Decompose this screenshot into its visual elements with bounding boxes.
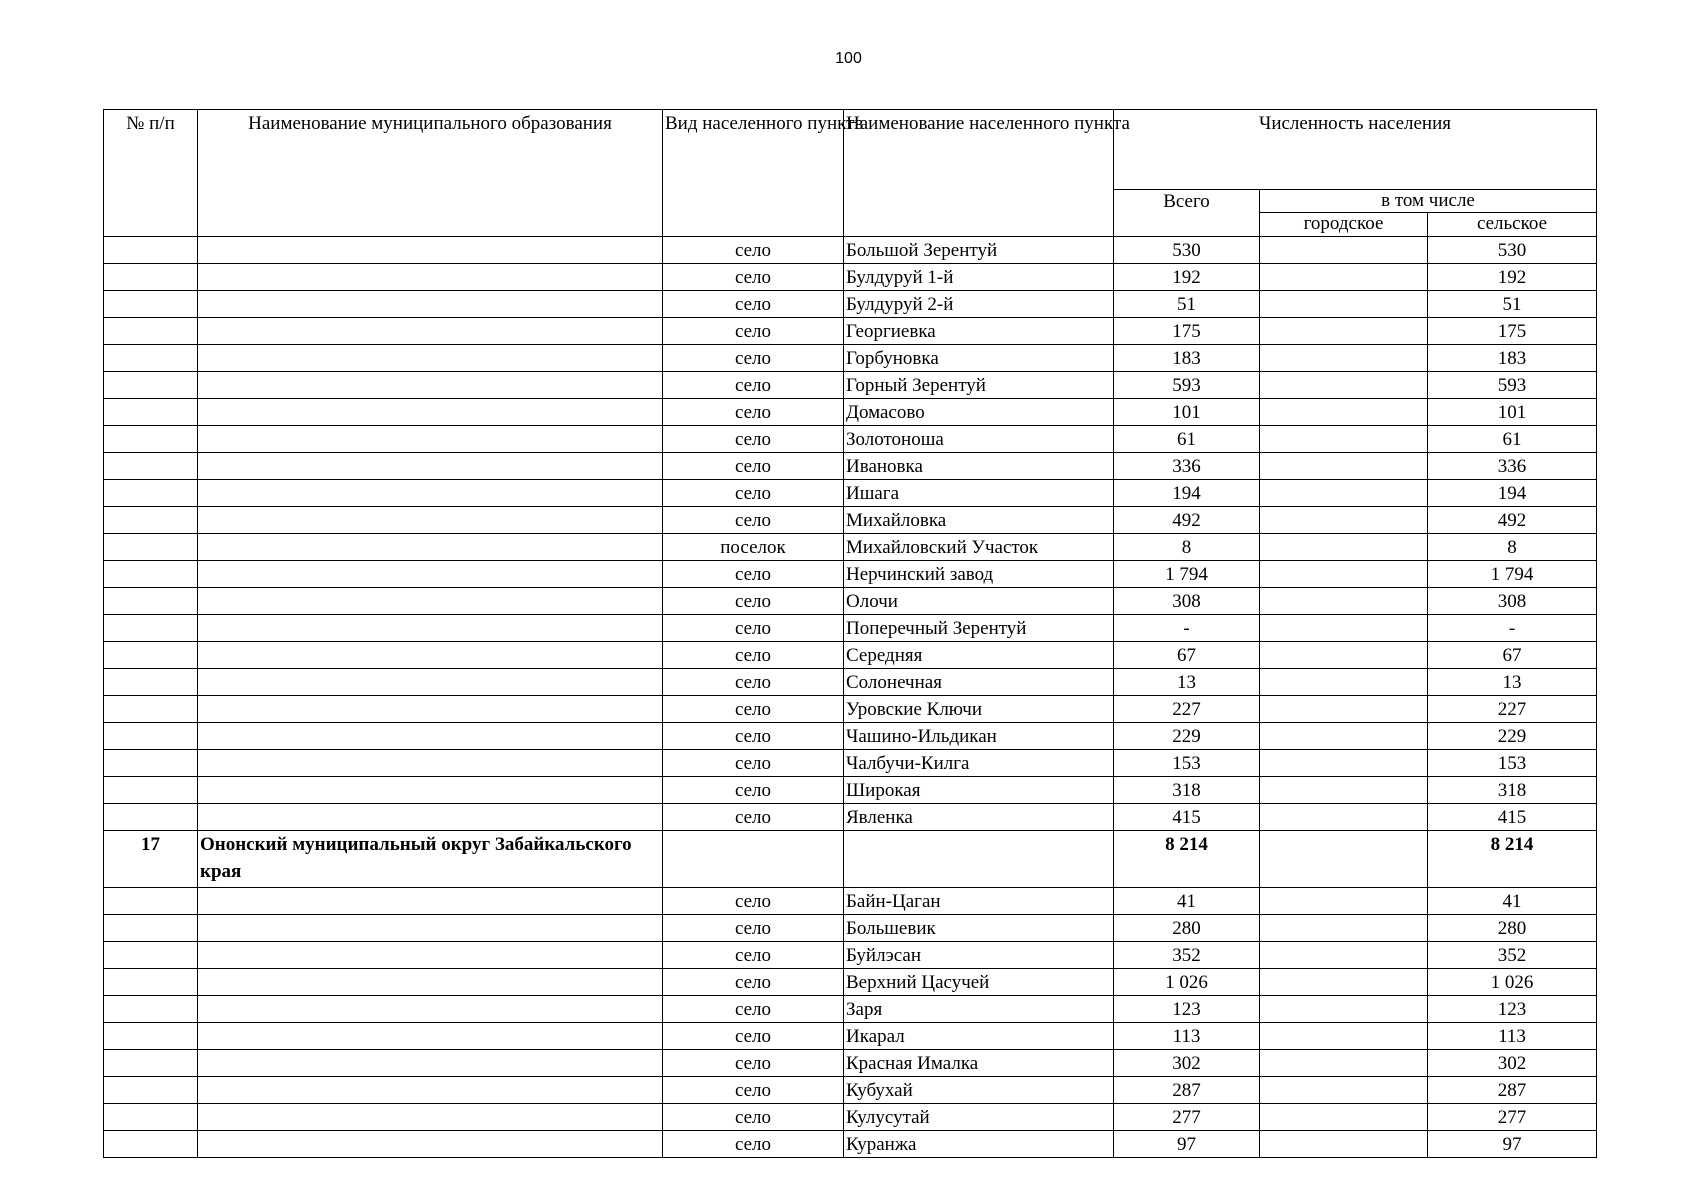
table-row xyxy=(104,723,1597,750)
cell-type: село xyxy=(663,615,844,642)
cell-total: 352 xyxy=(1114,942,1260,969)
cell-rural: 277 xyxy=(1428,1104,1597,1131)
cell-num xyxy=(104,750,198,777)
cell-total: 183 xyxy=(1114,345,1260,372)
cell-urban xyxy=(1260,969,1428,996)
cell-total: 123 xyxy=(1114,996,1260,1023)
table-row xyxy=(104,453,1597,480)
cell-settlement: Георгиевка xyxy=(844,318,1114,345)
cell-total: 415 xyxy=(1114,804,1260,831)
cell-settlement: Икарал xyxy=(844,1023,1114,1050)
cell-rural: 8 xyxy=(1428,534,1597,561)
cell-urban xyxy=(1260,804,1428,831)
cell-settlement: Олочи xyxy=(844,588,1114,615)
cell-total: 318 xyxy=(1114,777,1260,804)
cell-total: 51 xyxy=(1114,291,1260,318)
cell-total: 593 xyxy=(1114,372,1260,399)
cell-num xyxy=(104,561,198,588)
cell-settlement: Михайловский Участок xyxy=(844,534,1114,561)
cell-type: село xyxy=(663,723,844,750)
cell-settlement: Буйлэсан xyxy=(844,942,1114,969)
cell-settlement: Широкая xyxy=(844,777,1114,804)
cell-type: село xyxy=(663,318,844,345)
cell-settlement: Уровские Ключи xyxy=(844,696,1114,723)
cell-mo-name xyxy=(198,1023,663,1050)
cell-total: 192 xyxy=(1114,264,1260,291)
cell-rural: 8 214 xyxy=(1428,831,1597,888)
cell-type: поселок xyxy=(663,534,844,561)
cell-num xyxy=(104,1077,198,1104)
cell-total: 336 xyxy=(1114,453,1260,480)
cell-num xyxy=(104,915,198,942)
cell-urban xyxy=(1260,1050,1428,1077)
cell-num xyxy=(104,942,198,969)
cell-type: село xyxy=(663,588,844,615)
cell-urban xyxy=(1260,1104,1428,1131)
cell-settlement: Чашино-Ильдикан xyxy=(844,723,1114,750)
table-row xyxy=(104,996,1597,1023)
table-row xyxy=(104,888,1597,915)
cell-mo-name xyxy=(198,615,663,642)
cell-settlement: Байн-Цаган xyxy=(844,888,1114,915)
cell-rural: 530 xyxy=(1428,237,1597,264)
table-row xyxy=(104,915,1597,942)
cell-num xyxy=(104,642,198,669)
cell-type: село xyxy=(663,426,844,453)
cell-num xyxy=(104,480,198,507)
cell-type: село xyxy=(663,804,844,831)
header-population: Численность населения xyxy=(1114,110,1597,190)
cell-urban xyxy=(1260,534,1428,561)
table-row xyxy=(104,1131,1597,1158)
cell-mo-name xyxy=(198,1104,663,1131)
cell-type: село xyxy=(663,1104,844,1131)
cell-num xyxy=(104,888,198,915)
cell-rural: 175 xyxy=(1428,318,1597,345)
cell-rural: 415 xyxy=(1428,804,1597,831)
table-row xyxy=(104,696,1597,723)
page-number: 100 xyxy=(835,50,862,67)
cell-settlement: Кубухай xyxy=(844,1077,1114,1104)
cell-mo-name xyxy=(198,399,663,426)
cell-total: 308 xyxy=(1114,588,1260,615)
cell-total: 280 xyxy=(1114,915,1260,942)
cell-total: 1 026 xyxy=(1114,969,1260,996)
table-row xyxy=(104,1104,1597,1131)
header-settlement: Наименование населенного пункта xyxy=(844,110,1114,237)
cell-type: село xyxy=(663,237,844,264)
cell-mo-name xyxy=(198,237,663,264)
table-row xyxy=(104,804,1597,831)
cell-rural: 336 xyxy=(1428,453,1597,480)
cell-total: 101 xyxy=(1114,399,1260,426)
cell-rural: 302 xyxy=(1428,1050,1597,1077)
cell-urban xyxy=(1260,1131,1428,1158)
cell-settlement: Горбуновка xyxy=(844,345,1114,372)
cell-num xyxy=(104,264,198,291)
cell-total: 194 xyxy=(1114,480,1260,507)
cell-num xyxy=(104,777,198,804)
table-row xyxy=(104,642,1597,669)
cell-num xyxy=(104,399,198,426)
cell-type: село xyxy=(663,915,844,942)
cell-settlement: Домасово xyxy=(844,399,1114,426)
cell-mo-name xyxy=(198,588,663,615)
cell-rural: 492 xyxy=(1428,507,1597,534)
cell-num xyxy=(104,237,198,264)
cell-total: 61 xyxy=(1114,426,1260,453)
cell-type: село xyxy=(663,1050,844,1077)
cell-type: село xyxy=(663,399,844,426)
cell-settlement: Явленка xyxy=(844,804,1114,831)
cell-mo-name xyxy=(198,426,663,453)
cell-urban xyxy=(1260,426,1428,453)
cell-mo-name xyxy=(198,915,663,942)
table-row xyxy=(104,399,1597,426)
cell-mo-name xyxy=(198,318,663,345)
header-type: Вид населенного пунктв xyxy=(663,110,844,237)
header-including: в том числе xyxy=(1260,190,1597,213)
table-row xyxy=(104,1023,1597,1050)
cell-settlement: Большой Зерентуй xyxy=(844,237,1114,264)
cell-num xyxy=(104,345,198,372)
cell-total: 1 794 xyxy=(1114,561,1260,588)
cell-settlement: Кулусутай xyxy=(844,1104,1114,1131)
cell-type: село xyxy=(663,453,844,480)
cell-mo-name xyxy=(198,507,663,534)
cell-rural: 192 xyxy=(1428,264,1597,291)
cell-settlement: Куранжа xyxy=(844,1131,1114,1158)
cell-settlement: Середняя xyxy=(844,642,1114,669)
cell-num xyxy=(104,1050,198,1077)
header-urban: городское xyxy=(1260,213,1428,237)
cell-urban xyxy=(1260,615,1428,642)
cell-type: село xyxy=(663,1131,844,1158)
cell-rural: 61 xyxy=(1428,426,1597,453)
cell-settlement: Михайловка xyxy=(844,507,1114,534)
cell-urban xyxy=(1260,399,1428,426)
cell-urban xyxy=(1260,1077,1428,1104)
population-table xyxy=(103,109,1597,1158)
cell-settlement: Красная Ималка xyxy=(844,1050,1114,1077)
cell-type: село xyxy=(663,1077,844,1104)
table-row xyxy=(104,750,1597,777)
cell-total: 229 xyxy=(1114,723,1260,750)
cell-total: 8 xyxy=(1114,534,1260,561)
cell-rural: 41 xyxy=(1428,888,1597,915)
cell-settlement: Ивановка xyxy=(844,453,1114,480)
table-body xyxy=(104,237,1597,1158)
cell-type: село xyxy=(663,291,844,318)
cell-rural: - xyxy=(1428,615,1597,642)
cell-rural: 229 xyxy=(1428,723,1597,750)
cell-num xyxy=(104,1023,198,1050)
cell-total: 227 xyxy=(1114,696,1260,723)
table-row xyxy=(104,831,1597,888)
cell-urban xyxy=(1260,237,1428,264)
cell-settlement: Горный Зерентуй xyxy=(844,372,1114,399)
cell-rural: 308 xyxy=(1428,588,1597,615)
cell-total: 67 xyxy=(1114,642,1260,669)
cell-urban xyxy=(1260,888,1428,915)
cell-settlement: Ишага xyxy=(844,480,1114,507)
cell-mo-name xyxy=(198,942,663,969)
cell-mo-name xyxy=(198,372,663,399)
table-row xyxy=(104,318,1597,345)
cell-settlement xyxy=(844,831,1114,888)
cell-total: 175 xyxy=(1114,318,1260,345)
cell-num xyxy=(104,1104,198,1131)
cell-settlement: Чалбучи-Килга xyxy=(844,750,1114,777)
cell-type: село xyxy=(663,507,844,534)
cell-mo-name xyxy=(198,453,663,480)
cell-rural: 51 xyxy=(1428,291,1597,318)
cell-type: село xyxy=(663,942,844,969)
table-row xyxy=(104,1077,1597,1104)
table-row xyxy=(104,426,1597,453)
cell-mo-name xyxy=(198,777,663,804)
table-row xyxy=(104,777,1597,804)
cell-mo-name xyxy=(198,723,663,750)
cell-mo-name xyxy=(198,291,663,318)
cell-rural: 113 xyxy=(1428,1023,1597,1050)
cell-urban xyxy=(1260,372,1428,399)
cell-urban xyxy=(1260,696,1428,723)
cell-settlement: Верхний Цасучей xyxy=(844,969,1114,996)
cell-mo-name xyxy=(198,969,663,996)
cell-settlement: Заря xyxy=(844,996,1114,1023)
table-row xyxy=(104,291,1597,318)
cell-total: 113 xyxy=(1114,1023,1260,1050)
cell-total: 97 xyxy=(1114,1131,1260,1158)
cell-rural: 97 xyxy=(1428,1131,1597,1158)
header-mo-name: Наименование муниципального образования xyxy=(198,110,663,237)
cell-total: 153 xyxy=(1114,750,1260,777)
cell-type: село xyxy=(663,888,844,915)
cell-num xyxy=(104,804,198,831)
cell-urban xyxy=(1260,345,1428,372)
cell-mo-name xyxy=(198,561,663,588)
cell-mo-name xyxy=(198,669,663,696)
cell-total: 277 xyxy=(1114,1104,1260,1131)
cell-total: 530 xyxy=(1114,237,1260,264)
cell-type: село xyxy=(663,642,844,669)
cell-rural: 1 026 xyxy=(1428,969,1597,996)
table-row xyxy=(104,372,1597,399)
header-total: Всего xyxy=(1114,190,1260,237)
cell-mo-name xyxy=(198,264,663,291)
cell-urban xyxy=(1260,480,1428,507)
cell-mo-name xyxy=(198,1131,663,1158)
cell-num xyxy=(104,426,198,453)
cell-settlement: Нерчинский завод xyxy=(844,561,1114,588)
cell-total: 492 xyxy=(1114,507,1260,534)
table-row xyxy=(104,588,1597,615)
cell-rural: 280 xyxy=(1428,915,1597,942)
cell-num xyxy=(104,615,198,642)
cell-mo-name: Ононский муниципальный округ Забайкальского края xyxy=(198,831,663,888)
table-row xyxy=(104,969,1597,996)
cell-rural: 183 xyxy=(1428,345,1597,372)
cell-mo-name xyxy=(198,345,663,372)
table-row xyxy=(104,1050,1597,1077)
cell-settlement: Солонечная xyxy=(844,669,1114,696)
cell-urban xyxy=(1260,996,1428,1023)
cell-num xyxy=(104,318,198,345)
cell-urban xyxy=(1260,291,1428,318)
cell-type: село xyxy=(663,969,844,996)
table-row xyxy=(104,507,1597,534)
cell-total: 302 xyxy=(1114,1050,1260,1077)
cell-type: село xyxy=(663,372,844,399)
cell-mo-name xyxy=(198,696,663,723)
cell-mo-name xyxy=(198,534,663,561)
cell-rural: 1 794 xyxy=(1428,561,1597,588)
cell-mo-name xyxy=(198,750,663,777)
cell-num xyxy=(104,696,198,723)
cell-num xyxy=(104,669,198,696)
cell-type xyxy=(663,831,844,888)
cell-type: село xyxy=(663,669,844,696)
table-row xyxy=(104,669,1597,696)
cell-num xyxy=(104,969,198,996)
cell-settlement: Булдуруй 2-й xyxy=(844,291,1114,318)
cell-mo-name xyxy=(198,996,663,1023)
cell-type: село xyxy=(663,1023,844,1050)
cell-settlement: Поперечный Зерентуй xyxy=(844,615,1114,642)
cell-urban xyxy=(1260,318,1428,345)
cell-mo-name xyxy=(198,1077,663,1104)
cell-urban xyxy=(1260,915,1428,942)
cell-num xyxy=(104,588,198,615)
cell-mo-name xyxy=(198,804,663,831)
header-num: № п/п xyxy=(104,110,198,237)
cell-total: - xyxy=(1114,615,1260,642)
cell-type: село xyxy=(663,480,844,507)
cell-urban xyxy=(1260,669,1428,696)
table-row xyxy=(104,534,1597,561)
table-row xyxy=(104,237,1597,264)
cell-settlement: Золотоноша xyxy=(844,426,1114,453)
cell-urban xyxy=(1260,750,1428,777)
cell-num xyxy=(104,453,198,480)
cell-type: село xyxy=(663,264,844,291)
cell-mo-name xyxy=(198,642,663,669)
cell-rural: 227 xyxy=(1428,696,1597,723)
table-row xyxy=(104,480,1597,507)
cell-rural: 13 xyxy=(1428,669,1597,696)
cell-type: село xyxy=(663,750,844,777)
cell-urban xyxy=(1260,1023,1428,1050)
cell-urban xyxy=(1260,777,1428,804)
cell-total: 41 xyxy=(1114,888,1260,915)
cell-num xyxy=(104,372,198,399)
cell-type: село xyxy=(663,345,844,372)
cell-rural: 194 xyxy=(1428,480,1597,507)
cell-urban xyxy=(1260,642,1428,669)
cell-num xyxy=(104,996,198,1023)
cell-rural: 153 xyxy=(1428,750,1597,777)
table-row xyxy=(104,561,1597,588)
cell-rural: 123 xyxy=(1428,996,1597,1023)
cell-rural: 101 xyxy=(1428,399,1597,426)
cell-total: 8 214 xyxy=(1114,831,1260,888)
cell-urban xyxy=(1260,561,1428,588)
cell-urban xyxy=(1260,831,1428,888)
cell-settlement: Булдуруй 1-й xyxy=(844,264,1114,291)
table-row xyxy=(104,942,1597,969)
table-row xyxy=(104,345,1597,372)
cell-type: село xyxy=(663,561,844,588)
cell-urban xyxy=(1260,942,1428,969)
cell-rural: 593 xyxy=(1428,372,1597,399)
table-header xyxy=(104,110,1597,237)
table-row xyxy=(104,615,1597,642)
cell-mo-name xyxy=(198,1050,663,1077)
header-rural: сельское xyxy=(1428,213,1597,237)
cell-num xyxy=(104,507,198,534)
cell-num: 17 xyxy=(104,831,198,888)
cell-mo-name xyxy=(198,480,663,507)
cell-urban xyxy=(1260,453,1428,480)
cell-num xyxy=(104,291,198,318)
cell-type: село xyxy=(663,696,844,723)
cell-rural: 352 xyxy=(1428,942,1597,969)
cell-num xyxy=(104,534,198,561)
cell-rural: 287 xyxy=(1428,1077,1597,1104)
cell-type: село xyxy=(663,996,844,1023)
cell-rural: 67 xyxy=(1428,642,1597,669)
cell-mo-name xyxy=(198,888,663,915)
cell-urban xyxy=(1260,264,1428,291)
cell-urban xyxy=(1260,588,1428,615)
cell-urban xyxy=(1260,723,1428,750)
cell-rural: 318 xyxy=(1428,777,1597,804)
cell-num xyxy=(104,1131,198,1158)
cell-type: село xyxy=(663,777,844,804)
cell-total: 13 xyxy=(1114,669,1260,696)
cell-settlement: Большевик xyxy=(844,915,1114,942)
cell-urban xyxy=(1260,507,1428,534)
table-row xyxy=(104,264,1597,291)
cell-num xyxy=(104,723,198,750)
cell-total: 287 xyxy=(1114,1077,1260,1104)
